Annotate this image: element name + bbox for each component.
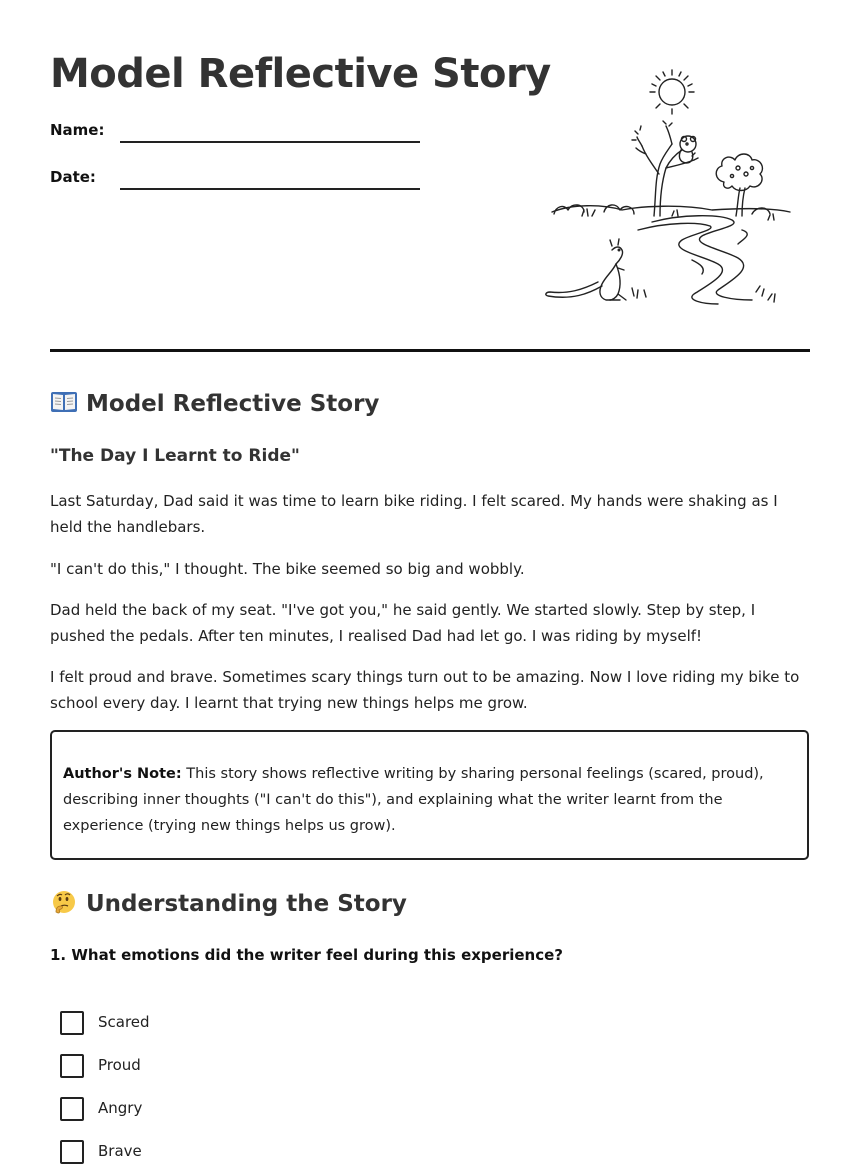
option-scared[interactable] — [60, 1010, 360, 1034]
story-section-heading-text: Model Reflective Story — [86, 391, 380, 417]
story-title: "The Day I Learnt to Ride" — [50, 446, 300, 466]
story-paragraph-4: I felt proud and brave. Sometimes scary things turn out to be amazing. Now I love riding my bike to school every day. I learnt that trying new things helps me grow. — [50, 668, 800, 712]
kangaroo-icon — [546, 239, 646, 300]
option-brave[interactable] — [60, 1139, 360, 1163]
gum-tree-icon — [632, 121, 698, 216]
worksheet-page — [50, 0, 810, 1160]
thinking-face-icon — [50, 890, 78, 914]
option-label: Scared — [98, 1013, 150, 1031]
authors-note-text: This story shows reflective writing by sharing personal feelings (scared, proud), describing inner thoughts ("I can't do this"), and explaining what the writer learnt from the experience (trying new things helps us grow). — [63, 766, 764, 834]
authors-note — [63, 761, 798, 839]
story-section-heading — [50, 389, 379, 419]
name-write-line[interactable] — [120, 141, 420, 143]
bush-tree-icon — [716, 154, 762, 216]
option-label: Brave — [98, 1142, 142, 1160]
questions-section-heading — [50, 889, 407, 919]
name-field — [50, 121, 430, 147]
option-label: Angry — [98, 1099, 143, 1117]
date-field — [50, 168, 430, 194]
outback-landscape-illustration — [542, 64, 792, 306]
question-1: 1. What emotions did the writer feel during this experience? — [50, 946, 563, 964]
date-write-line[interactable] — [120, 188, 420, 190]
header-divider — [50, 349, 810, 352]
name-label: Name: — [50, 121, 105, 139]
open-book-icon — [50, 390, 78, 414]
winding-river — [638, 216, 775, 304]
checkbox-angry[interactable] — [60, 1097, 84, 1121]
sun-icon — [650, 70, 694, 114]
story-paragraph-2: "I can't do this," I thought. The bike seemed so big and wobbly. — [50, 560, 525, 578]
option-proud[interactable] — [60, 1053, 360, 1077]
worksheet-header — [50, 0, 810, 352]
checkbox-proud[interactable] — [60, 1054, 84, 1078]
page-title: Model Reflective Story — [50, 51, 551, 97]
questions-section-heading-text: Understanding the Story — [86, 891, 407, 917]
checkbox-brave[interactable] — [60, 1140, 84, 1164]
authors-note-box — [50, 730, 809, 860]
checkbox-scared[interactable] — [60, 1011, 84, 1035]
authors-note-label: Author's Note: — [63, 766, 182, 782]
story-paragraph-1: Last Saturday, Dad said it was time to learn bike riding. I felt scared. My hands were shaking as I held the handlebars. — [50, 492, 778, 536]
option-angry[interactable] — [60, 1096, 360, 1120]
story-paragraph-3: Dad held the back of my seat. "I've got you," he said gently. We started slowly. Step by step, I pushed the pedals. After ten minutes, I realised Dad had let go. I was riding by myself! — [50, 601, 756, 645]
option-label: Proud — [98, 1056, 141, 1074]
date-label: Date: — [50, 168, 96, 186]
